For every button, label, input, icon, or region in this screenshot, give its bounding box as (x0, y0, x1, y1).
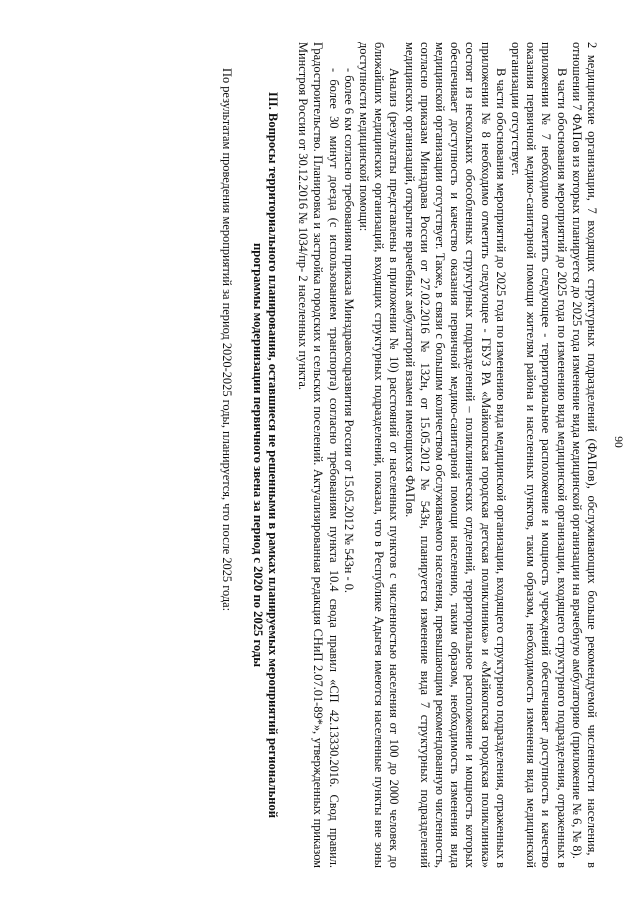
paragraph-appendix-8: В части обоснования мероприятий до 2025 года по изменению вида медицинской организации, входящего структурного подразделения, отраженных в приложении № 8 необходимо отметить следующее - ГБУЗ РА «Майкопская городская детская поликлиника» и «Майкопская городская поликлиника» состоят из нескольких обособленных структурных подразделений – поликлинических отделений, территориальное расположение и мощность которых обеспечивает доступность и качество оказания первичной медико-санитарной помощи населению, таким образом, необходимость изменения вида медицинской организации отсутствует. Также, в связи с большим количеством обслуживаемого населения, превышающим рекомендованную численность, согласно приказам Минздрава России от 27.02.2016 № 132н, от 15.05.2012 № 543н, планируется изменение вида 7 структурных подразделений медицинских организаций, открытие врачебных амбулаторий взамен имеющихся ФАПов. (402, 42, 508, 868)
paragraph-fap-summary: 2 медицинские организации, 7 входящих структурных подразделений (ФАПов), обслуживающих больше рекомендуемой численности населения, в отношении 7 ФАПов из которых планируется до 2025 года изменение вида медицинской организации на врачебную амбулаторию (приложение № 6, № 8). (569, 42, 599, 868)
paragraph-closing: По результатам проведения мероприятий за период 2020-2025 годы, планируется, что после 2025 года: (220, 68, 235, 612)
document-body (219, 42, 599, 868)
list-item-30min: - более 30 минут доезда (с использованием транспорта) согласно требованиям пункта 10.4 свода правил «СП 42.13330.2016. Свод правил. Градостроительство. Планировка и застройка городских и сельских поселений. Актуализированная редакция СНиП 2.07.01-89*», утвержденных приказом Минстроя России от 30.12.2016 № 1034/пр- 2 населенных пункта. (296, 42, 341, 868)
paragraph-appendix-7: В части обоснования мероприятий до 2025 года по изменению вида медицинской организации, входящего структурного подразделения, отраженных в приложении № 7 необходимо отметить следующее - территориальное расположение и мощность учреждений обеспечивает доступность и качество оказания первичной медико-санитарной помощи жителям района и населенных пунктов, таким образом, необходимость изменения вида медицинской организации отсутствует. (508, 42, 569, 868)
paragraph-analysis: Анализ (результаты представлены в приложении № 10) расстояний от населенных пунктов с численностью населения от 100 до 2000 человек до ближайших медицинских организаций, входящих структурных подразделений, показал, что в Республике Адыгея имеются населенные пункты вне зоны доступности медицинской помощи: (356, 42, 402, 868)
rotated-content (65, 42, 625, 868)
spacer (234, 42, 249, 868)
spacer (280, 42, 295, 868)
page-number: 90 (612, 436, 624, 448)
section-heading: III. Вопросы территориального планирования, оставшиеся не решенными в рамках планируемых мероприятий региональной программы модернизации первичного звена за период с 2020 по 2025 годы (250, 91, 280, 819)
list-item-6km: - более 6 км согласно требованиям приказа Минздравсоцразвития России от 15.05.2012 № 543н - 0. (341, 68, 356, 594)
